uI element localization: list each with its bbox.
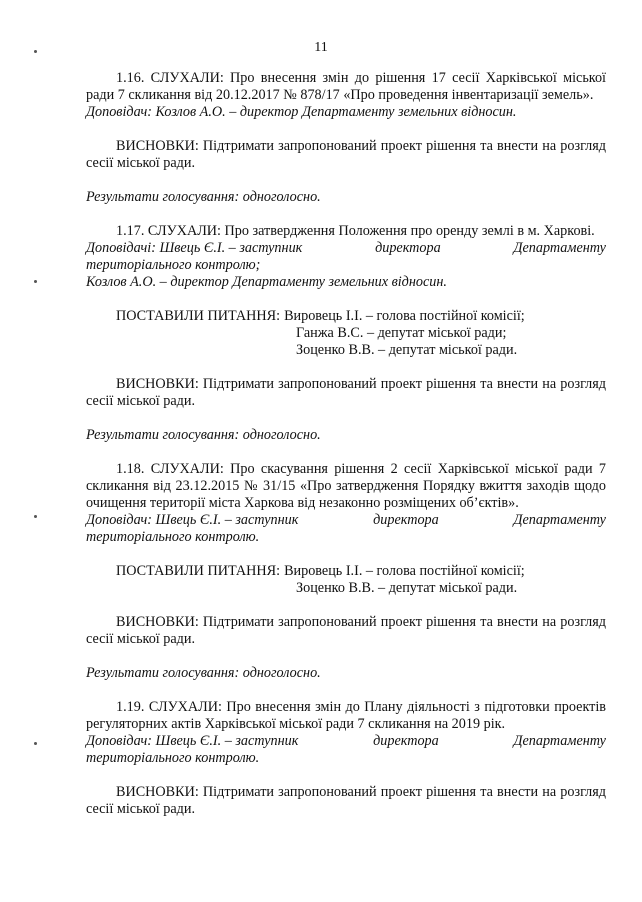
speaker-dept-part: Департаменту xyxy=(513,512,606,528)
speaker-line xyxy=(86,240,606,257)
margin-mark xyxy=(34,280,37,283)
speaker-line-cont: територіального контролю. xyxy=(86,529,260,545)
heard-paragraph: 1.19. СЛУХАЛИ: Про внесення змін до Плану діяльності з підготовки проектів регуляторних актів Харківської міської ради 7 скликання на 2019 рік. xyxy=(86,699,606,732)
speaker-line xyxy=(86,512,606,529)
speaker-role-part: директора xyxy=(373,512,439,528)
question-item: Зоценко В.В. – депутат міської ради. xyxy=(296,580,518,596)
conclusion-paragraph: ВИСНОВКИ: Підтримати запропонований проект рішення та внести на розгляд сесії міської ради. xyxy=(86,138,606,171)
item-1-17 xyxy=(86,223,606,444)
heard-paragraph: 1.16. СЛУХАЛИ: Про внесення змін до рішення 17 сесії Харківської міської ради 7 скликання від 20.12.2017 № 878/17 «Про проведення інвентаризації земель». xyxy=(86,70,606,103)
speaker-dept-part: Департаменту xyxy=(513,733,606,749)
question-item: Ганжа В.С. – депутат міської ради; xyxy=(296,325,507,341)
speaker-name: Доповідач: Швець Є.І. – заступник xyxy=(86,733,299,749)
conclusion-paragraph: ВИСНОВКИ: Підтримати запропонований проект рішення та внести на розгляд сесії міської ради. xyxy=(86,784,606,817)
speaker-line xyxy=(86,733,606,750)
questions-label: ПОСТАВИЛИ ПИТАННЯ: xyxy=(116,563,281,579)
margin-mark xyxy=(34,742,37,745)
speaker-line-cont: територіального контролю; xyxy=(86,257,261,273)
vote-result: Результати голосування: одноголосно. xyxy=(86,665,321,681)
speaker-line-cont: територіального контролю. xyxy=(86,750,260,766)
conclusion-paragraph: ВИСНОВКИ: Підтримати запропонований проект рішення та внести на розгляд сесії міської ради. xyxy=(86,614,606,647)
speaker-name: Доповідачі: Швець Є.І. – заступник xyxy=(86,240,303,256)
vote-result: Результати голосування: одноголосно. xyxy=(86,189,321,205)
vote-result: Результати голосування: одноголосно. xyxy=(86,427,321,443)
questions-block xyxy=(86,308,606,325)
speaker-role-part: директора xyxy=(375,240,441,256)
questions-block xyxy=(86,563,606,580)
speaker-name: Доповідач: Швець Є.І. – заступник xyxy=(86,512,299,528)
speaker-line: Доповідач: Козлов А.О. – директор Департаменту земельних відносин. xyxy=(86,104,517,120)
margin-mark xyxy=(34,515,37,518)
speaker-role-part: директора xyxy=(373,733,439,749)
item-1-18 xyxy=(86,461,606,682)
questions-label: ПОСТАВИЛИ ПИТАННЯ: xyxy=(116,308,281,324)
speaker-line-2: Козлов А.О. – директор Департаменту земельних відносин. xyxy=(86,274,447,290)
item-1-19 xyxy=(86,699,606,818)
question-item: Зоценко В.В. – депутат міської ради. xyxy=(296,342,518,358)
page-content xyxy=(86,70,606,818)
speaker-dept-part: Департаменту xyxy=(513,240,606,256)
question-item: Вировець І.І. – голова постійної комісії; xyxy=(284,308,525,324)
conclusion-paragraph: ВИСНОВКИ: Підтримати запропонований проект рішення та внести на розгляд сесії міської ради. xyxy=(86,376,606,409)
heard-paragraph: 1.18. СЛУХАЛИ: Про скасування рішення 2 сесії Харківської міської ради 7 скликання від 23.12.2015 № 31/15 «Про затвердження Порядку вжиття заходів щодо очищення території міста Харкова від незаконно розміщених об’єктів». xyxy=(86,461,606,511)
question-item: Вировець І.І. – голова постійної комісії; xyxy=(284,563,525,579)
item-1-16 xyxy=(86,70,606,206)
page-number: 11 xyxy=(314,40,328,55)
heard-paragraph: 1.17. СЛУХАЛИ: Про затвердження Положення про оренду землі в м. Харкові. xyxy=(116,223,595,239)
